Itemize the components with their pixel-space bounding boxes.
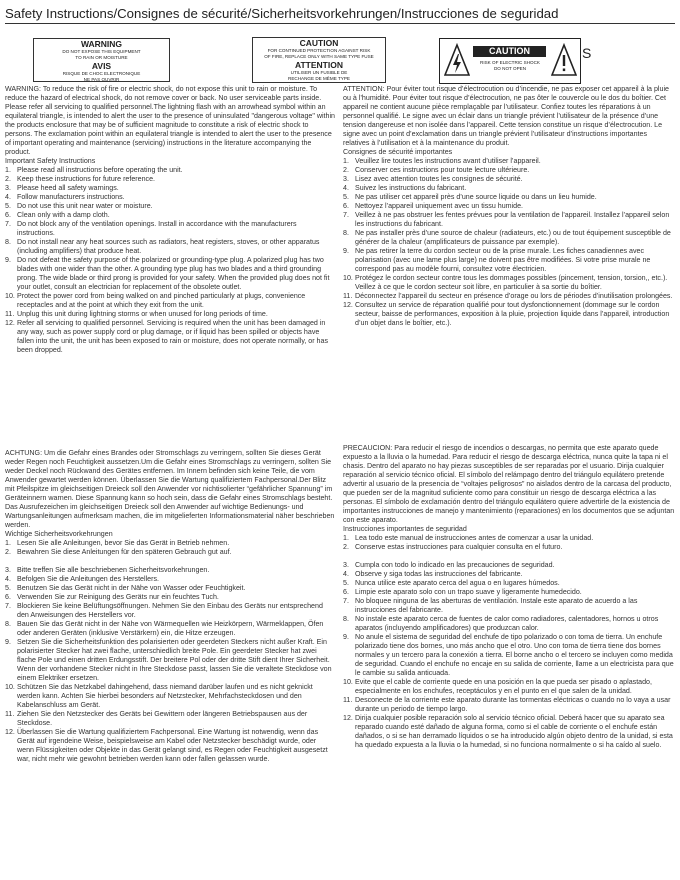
avis-heading: AVIS	[91, 61, 112, 71]
list-item: 4. Befolgen Sie die Anleitungen des Herstellers.	[5, 575, 159, 583]
list-item: 10. Protégez le cordon secteur contre tous les dommages possibles (pincement, tension, torsion,, etc.). Veillez à ce que le cordon secteur soit libre, en particulier à sa sortie du boîtier.	[343, 274, 668, 291]
list-item: 11. Unplug this unit during lightning storms or when unused for long periods of time.	[5, 310, 268, 318]
fuse-caution-label	[252, 37, 386, 83]
french-section	[343, 85, 675, 328]
list-item: 5. Ne pas utiliser cet appareil près d’une source liquide ou dans un lieu humide.	[343, 193, 597, 201]
french-list	[343, 157, 675, 328]
exclamation-triangle-icon	[551, 43, 577, 77]
shock-caution-heading: CAUTION	[473, 46, 546, 57]
attention-line: RECHANGE DE MÊME TYPE	[288, 76, 350, 81]
list-item: 2. Conserver ces instructions pour toute lecture ultérieure.	[343, 166, 530, 174]
list-item: 10. Protect the power cord from being walked on and pinched particularly at plugs, convenience receptacles and at the point at which they exit from the unit.	[5, 292, 306, 309]
german-heading: Wichtige Sicherheitsvorkehrungen	[5, 530, 113, 538]
list-item: 8. Bauen Sie das Gerät nicht in der Nähe von Wärmequellen wie Heizkörpern, Wärmeklappen, Öfen oder anderen Geräten (inklusive Verstärkern) ein, die Hitze erzeugen.	[5, 620, 324, 637]
list-item: 2. Keep these instructions for future reference.	[5, 175, 156, 183]
list-item: 7. Do not block any of the ventilation openings. Install in accordance with the manufacturers instructions.	[5, 220, 297, 237]
french-intro: ATTENTION: Pour éviter tout risque d’électrocution ou d’incendie, ne pas exposer cet appareil à la pluie ou à l’humidité. Pour éviter tout risque d’électrocution, ne pas ôter le couvercle ou le dos du boîtier. Cet appareil ne contient aucune pièce remplaçable par l’utilisateur. Confiez toutes les réparations à un personnel qualifié. Le signe avec un éclair dans un triangle prévient l’utilisateur de la présence d’une tension dangereuse et non isolée dans l’appareil. Cette tension constitue un risque d’électrocution. Le signe avec un point d’exclamation dans un triangle prévient l’utilisateur d’instructions importantes relatives à l’utilisation et à la maintenance du produit.	[343, 85, 669, 147]
english-list	[5, 166, 335, 355]
spanish-intro: PRECAUCION: Para reducir el riesgo de incendios o descargas, no permita que este aparato quede expuesto a la lluvia o la humedad. Para reducir el riesgo de descarga eléctrica, nunca quite la tapa ni el chasis. Dentro del aparato no hay piezas susceptibles de ser reparadas por el usuario. Dirija cualquier reparación al servicio técnico oficial. El símbolo del relámpago dentro del triángulo equilátero pretende advertir al usuario de la presencia de “voltajes peligrosos” no aislados dentro de la carcasa del producto, que pueden ser de la magnitud suficiente como para constituir un riesgo de descarga eléctrica a las personas. El símbolo de exclamación dentro del triángulo equilátero quiere advertirle de la existencia de importantes instrucciones de manejo y mantenimiento (reparaciones) en los documentos que se adjuntan con este aparato.	[343, 444, 675, 524]
list-item: 6. Verwenden Sie zur Reinigung des Geräts nur ein feuchtes Tuch.	[5, 593, 219, 601]
list-item: 2. Bewahren Sie diese Anleitungen für den späteren Gebrauch gut auf.	[5, 548, 232, 556]
warning-line: DO NOT EXPOSE THIS EQUIPMENT	[62, 49, 141, 54]
lightning-triangle-icon	[444, 43, 470, 77]
list-item: 5. Nunca utilice este aparato cerca del agua o en lugares húmedos.	[343, 579, 560, 587]
list-item: 9. Setzen Sie die Sicherheitsfunktion des polarisierten oder geerdeten Steckers nicht außer Kraft. Ein polarisierter Stecker hat zwei flache, unterschiedlich breite Pole. Ein geerdeter Stecker hat zwei flache Pole und einen dritten Erdungsstift. Der breitere Pol oder der dritte Stift dient Ihrer Sicherheit. Wenn der vorhandene Stecker nicht in Ihre Steckdose passt, lassen Sie die veraltete Steckdose von einem Elektriker ersetzen.	[5, 638, 332, 682]
attention-line: UTILISER UN FUSIBLE DE	[290, 70, 348, 75]
list-item: 3. Cumpla con todo lo indicado en las precauciones de seguridad.	[343, 561, 555, 569]
list-item: 9. No anule el sistema de seguridad del enchufe de tipo polarizado o con toma de tierra. Un enchufe polarizado tiene dos bornes, uno más ancho que el otro. Uno con toma de tierra tiene dos bornes normales y un tercero para la conexión a tierra. El borne ancho o el tercero se incluyen como medida de seguridad. Cuando el enchufe no encaje en su salida de corriente, llame a un electricista para que le cambie su salida anticuada.	[343, 633, 674, 677]
list-item: 1. Veuillez lire toutes les instructions avant d’utiliser l’appareil.	[343, 157, 541, 165]
list-item: 3. Lisez avec attention toutes les consignes de sécurité.	[343, 175, 523, 183]
french-heading: Consignes de sécurité importantes	[343, 148, 453, 156]
list-item: 9. Do not defeat the safety purpose of the polarized or grounding-type plug. A polarized plug has two blades with one wider than the other. A grounding type plug has two blades and a third grounding prong. The wide blade or third prong is provided for your safety. When the provided plug does not fit your outlet, consult an electrician for replacement of the obsolete outlet.	[5, 256, 330, 291]
list-item: 4. Follow manufacturers instructions.	[5, 193, 125, 201]
list-item: 2. Conserve estas instrucciones para cualquier consulta en el futuro.	[343, 543, 563, 551]
attention-heading: ATTENTION	[294, 60, 343, 70]
list-item: 7. Blockieren Sie keine Belüftungsöffnungen. Nehmen Sie den Einbau des Geräts nur entsprechend den Anweisungen des Herstellers vor.	[5, 602, 323, 619]
german-section	[5, 449, 335, 764]
list-item: 8. No instale este aparato cerca de fuentes de calor como radiadores, calentadores, hornos u otros aparatos (incluyendo amplificadores) que produzcan calor.	[343, 615, 659, 632]
avis-line: NE PAS OUVRIR	[83, 77, 120, 82]
list-item: 6. Limpie este aparato solo con un trapo suave y ligeramente humedecido.	[343, 588, 582, 596]
list-item: 11. Ziehen Sie den Netzstecker des Geräts bei Gewittern oder längeren Betriebspausen aus der Steckdose.	[5, 710, 308, 727]
caution-line: OF FIRE, REPLACE ONLY WITH SAME TYPE FUSE	[264, 54, 374, 59]
list-item: 5. Do not use this unit near water or moisture.	[5, 202, 153, 210]
list-item: 1. Lesen Sie alle Anleitungen, bevor Sie das Gerät in Betrieb nehmen.	[5, 539, 230, 547]
shock-caution-label	[439, 38, 581, 84]
caution-heading: CAUTION	[299, 38, 339, 48]
warning-label	[33, 38, 170, 82]
list-item: 6. Nettoyez l’appareil uniquement avec un tissu humide.	[343, 202, 523, 210]
list-item: 1. Lea todo este manual de instrucciones antes de comenzar a usar la unidad.	[343, 534, 594, 542]
shock-caution-text: RISK OF ELECTRIC SHOCK DO NOT OPEN	[480, 60, 540, 71]
list-item: 4. Observe y siga todas las instrucciones del fabricante.	[343, 570, 523, 578]
warning-heading: WARNING	[80, 39, 123, 49]
warning-line: TO RAIN OR MOISTURE	[75, 55, 128, 60]
edge-letter: S	[582, 45, 592, 61]
list-item: 12. Überlassen Sie die Wartung qualifiziertem Fachpersonal. Eine Wartung ist notwendig, wenn das Gerät auf irgendeine Weise, beispielsweise am Kabel oder Netzstecker beschädigt wurde, oder wenn Flüssigkeiten oder Objekte in das Gerät gelangt sind, es Regen oder Feuchtigkeit ausgesetzt war, nicht mehr wie gewohnt betrieben werden kann oder fallen gelassen wurde.	[5, 728, 328, 763]
avis-line: RISQUE DE CHOC ELECTRONIQUE	[62, 71, 141, 76]
list-item: 3. Please heed all safety warnings.	[5, 184, 119, 192]
german-intro: ACHTUNG: Um die Gefahr eines Brandes oder Stromschlags zu verringern, sollten Sie dieses Gerät weder Regen noch Feuchtigkeit aussetzen.Um die Gefahr eines Stromschlags zu verringern, sollten Sie weder Deckel noch Rückwand des Gerätes entfernen. Im Innern befinden sich keine Teile, die vom Anwender gewartet werden können. Überlassen Sie die Wartung qualifiziertem Fachpersonal.Der Blitz mit Pfeilspitze im gleichseitigen Dreieck soll den Anwender vor nichtisolierter “gefährlicher Spannung” im Geräteinnern warnen. Diese Spannung kann so hoch sein, dass die Gefahr eines Stromschlags besteht. Das Ausrufezeichen im gleichseitigen Dreieck soll den Anwender auf wichtige Bedienungs- und Wartungsanleitungen aufmerksam machen, die im mitgelieferten Informationsmaterial näher beschrieben werden.	[5, 449, 335, 529]
list-item: 1. Please read all instructions before operating the unit.	[5, 166, 183, 174]
list-item: 10. Evite que el cable de corriente quede en una posición en la que pueda ser pisado o aplastado, especialmente en los enchufes, receptáculos y en el punto en el que salen de la unidad.	[343, 678, 652, 695]
page-title: Safety Instructions/Consignes de sécurité/Sicherheitsvorkehrungen/Instrucciones de seguridad	[5, 6, 675, 24]
spanish-list	[343, 534, 675, 750]
list-item: 5. Benutzen Sie das Gerät nicht in der Nähe von Wasser oder Feuchtigkeit.	[5, 584, 246, 592]
english-section	[5, 85, 335, 355]
list-item: 10. Schützen Sie das Netzkabel dahingehend, dass niemand darüber laufen und es nicht geknickt werden kann. Achten Sie hierbei besonders auf Netzstecker, Mehrfachsteckdosen und den Kabelanschluss am Gerät.	[5, 683, 313, 709]
list-item: 7. No bloquee ninguna de las aberturas de ventilación. Instale este aparato de acuerdo a las instrucciones del fabricante.	[343, 597, 638, 614]
list-item: 12. Consultez un service de réparation qualifié pour tout dysfonctionnement (dommage sur le cordon secteur, baisse de performances, exposition à la pluie, projection liquide dans l’appareil, introduction d’un objet dans le boîtier, etc.).	[343, 301, 670, 327]
list-item: 8. Ne pas installer près d’une source de chaleur (radiateurs, etc.) ou de tout équipement susceptible de générer de la chaleur (amplificateurs de puissance par exemple).	[343, 229, 671, 246]
caution-line: FOR CONTINUED PROTECTION AGAINST RISK	[267, 48, 371, 53]
english-intro: WARNING: To reduce the risk of fire or electric shock, do not expose this unit to rain or moisture. To reduce the hazard of electrical shock, do not remove cover or back. No user serviceable parts inside. Please refer all servicing to qualified personnel.The lightning flash with an arrowhead symbol within an equilateral triangle, is intended to alert the user to the presence of uninsulated "dangerous voltage" within the products enclosure that may be of sufficient magnitude to constitute a risk of electric shock to persons. The exclamation point within an equilateral triangle is intended to alert the user to the presence of important operating and maintenance (servicing) instructions in the literature accompanying the product.	[5, 85, 335, 156]
list-item: 8. Do not install near any heat sources such as radiators, heat registers, stoves, or other apparatus (including amplifiers) that produce heat.	[5, 238, 320, 255]
spanish-section	[343, 444, 675, 750]
list-item: 4. Suivez les instructions du fabricant.	[343, 184, 467, 192]
german-list	[5, 539, 335, 764]
list-item: 9. Ne pas retirer la terre du cordon secteur ou de la prise murale. Les fiches canadiennes avec polarisation (avec une lame plus large) ne doivent pas être modifiées. Si votre prise murale ne correspond pas au modèle fourni, consultez votre électricien.	[343, 247, 651, 273]
list-item: 6. Clean only with a damp cloth.	[5, 211, 110, 219]
list-item: 7. Veillez à ne pas obstruer les fentes prévues pour la ventilation de l’appareil. Installez l’appareil selon les instructions du fabricant.	[343, 211, 670, 228]
list-item: 11. Déconnectez l’appareil du secteur en présence d’orage ou lors de périodes d’inutilisation prolongées.	[343, 292, 673, 300]
list-item: 3. Bitte treffen Sie alle beschriebenen Sicherheitsvorkehrungen.	[5, 566, 210, 574]
list-item: 12. Dirija cualquier posible reparación solo al servicio técnico oficial. Deberá hacer que su aparato sea reparado cuando esté dañado de alguna forma, como si el cable de corriente o el enchufe están dañados, o si se han derramado líquidos o se ha introducido algún objeto dentro de la unidad, si esta ha quedado expuesta a la lluvia o la humedad, si no funciona normalmente o si ha caído al suelo.	[343, 714, 673, 749]
list-item: 12. Refer all servicing to qualified personnel. Servicing is required when the unit has been damaged in any way, such as power supply cord or plug damage, or if liquid has been spilled or objects have fallen into the unit, the unit has been exposed to rain or moisture, does not operate normally, or has been dropped.	[5, 319, 328, 354]
spanish-heading: Instrucciones importantes de seguridad	[343, 525, 467, 533]
list-item: 11. Desconecte de la corriente este aparato durante las tormentas eléctricas o cuando no lo vaya a usar durante un periodo de tiempo largo.	[343, 696, 671, 713]
english-heading: Important Safety Instructions	[5, 157, 96, 165]
